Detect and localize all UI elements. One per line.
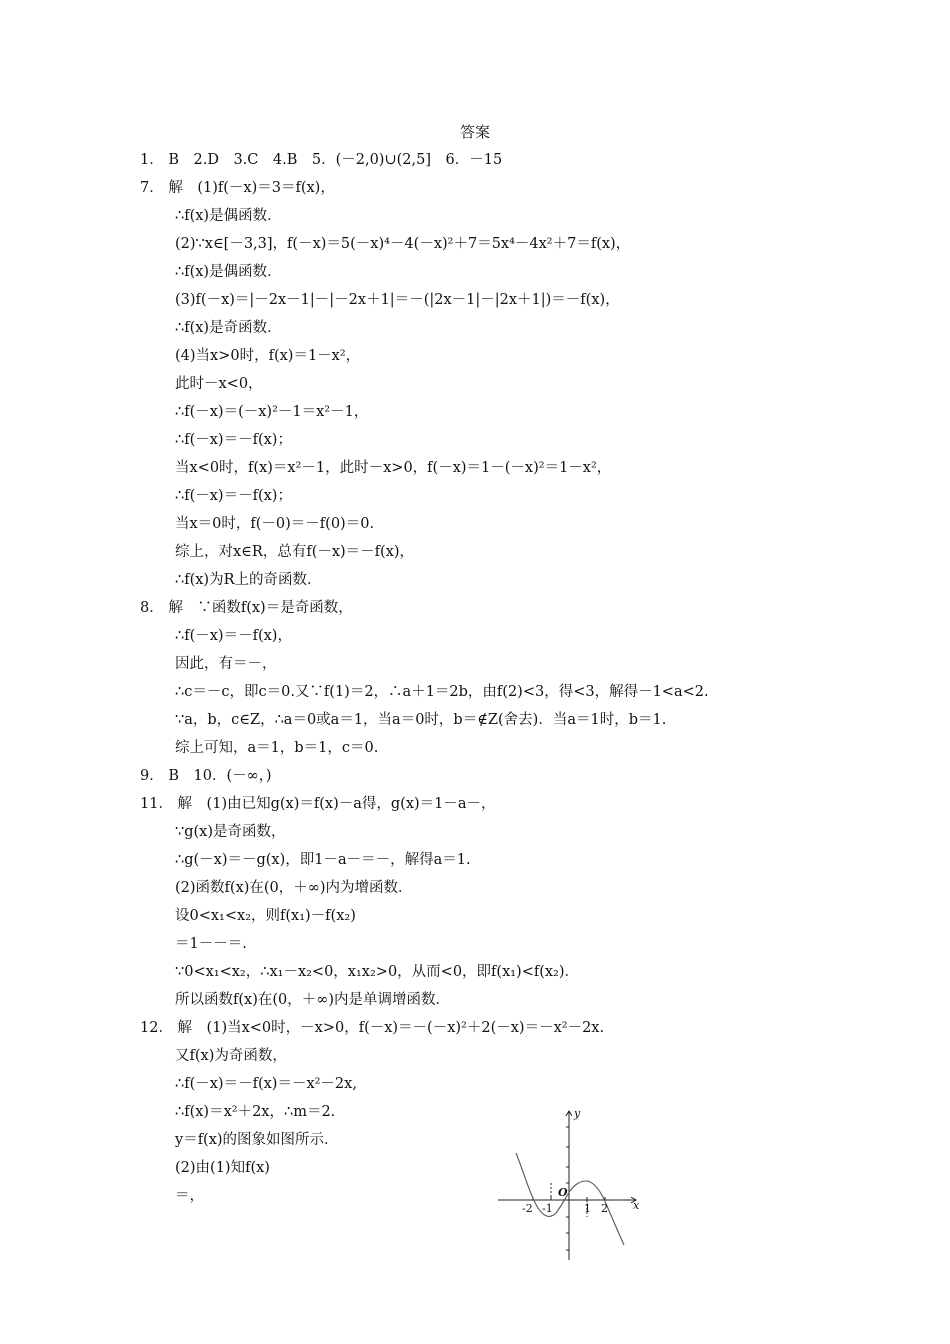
answer-line: ∴f(－x)＝(－x)²－1＝x²－1， xyxy=(175,404,369,420)
answer-line: ∵a，b，c∈Z，∴a＝0或a＝1，当a＝0时，b＝∉Z(舍去)．当a＝1时，b＝1. xyxy=(175,712,667,728)
answer-line: 因此，有＝－， xyxy=(175,656,277,672)
answer-line: (3)f(－x)＝|－2x－1|－|－2x＋1|＝－(|2x－1|－|2x＋1|)＝－f(x)， xyxy=(175,292,620,308)
answer-line: ∴f(x)＝x²＋2x，∴m＝2. xyxy=(175,1104,336,1120)
answer-line: ∴f(－x)＝－f(x)， xyxy=(175,628,292,644)
answer-line: ∴f(x)为R上的奇函数． xyxy=(175,572,322,588)
page-title: 答案 xyxy=(459,123,490,141)
origin-label: O xyxy=(558,1186,568,1199)
answer-line: 设0<x₁<x₂，则f(x₁)－f(x₂) xyxy=(175,908,356,924)
tick-label: 2 xyxy=(601,1202,608,1215)
answer-line: 12． 解 (1)当x<0时，－x>0，f(－x)＝－(－x)²＋2(－x)＝－x²－2x. xyxy=(140,1020,605,1036)
function-graph xyxy=(494,1105,644,1265)
tick-label: 1 xyxy=(584,1202,591,1215)
answer-line: 又f(x)为奇函数， xyxy=(175,1048,287,1064)
answer-line: ∴f(－x)＝－f(x)； xyxy=(175,488,292,504)
answer-line: ∵0<x₁<x₂，∴x₁－x₂<0，x₁x₂>0，从而<0，即f(x₁)<f(x₂)． xyxy=(175,964,580,980)
answer-line: ∴c＝－c，即c＝0.又∵f(1)＝2，∴a＋1＝2b，由f(2)<3，得<3，解得－1<a<2. xyxy=(175,684,709,700)
answer-line: (2)∵x∈[－3,3]，f(－x)＝5(－x)⁴－4(－x)²＋7＝5x⁴－4x²＋7＝f(x)， xyxy=(175,236,631,252)
answer-line: 7． 解 (1)f(－x)＝3＝f(x)， xyxy=(140,180,335,196)
answer-line: ∴f(x)是偶函数． xyxy=(175,208,282,224)
answer-line: 11． 解 (1)由已知g(x)＝f(x)－a得，g(x)＝1－a－， xyxy=(140,796,496,812)
answer-line: ＝1－－＝. xyxy=(175,936,247,952)
y-axis-label: y xyxy=(574,1107,581,1120)
answer-line: y＝f(x)的图象如图所示． xyxy=(175,1132,339,1148)
answer-line: 此时－x<0， xyxy=(175,376,263,392)
answer-line: 1． B 2.D 3.C 4.B 5．(－2,0)∪(2,5] 6．－15 xyxy=(140,152,503,168)
answer-line: ∴f(x)是偶函数． xyxy=(175,264,282,280)
answer-line: 综上可知，a＝1，b＝1，c＝0. xyxy=(175,740,379,756)
answer-line: 9． B 10．(－∞，) xyxy=(140,768,272,784)
answer-line: 综上，对x∈R，总有f(－x)＝－f(x)， xyxy=(175,544,415,560)
answer-line: (4)当x>0时，f(x)＝1－x²， xyxy=(175,348,361,364)
answer-line: 所以函数f(x)在(0，＋∞)内是单调增函数． xyxy=(175,992,450,1008)
answer-line: 当x＝0时，f(－0)＝－f(0)＝0. xyxy=(175,516,375,532)
x-axis-label: x xyxy=(633,1199,640,1212)
answer-line: 8． 解 ∵函数f(x)＝是奇函数， xyxy=(140,600,353,616)
tick-label: -2 xyxy=(522,1202,533,1215)
answer-line: ∴g(－x)＝－g(x)，即1－a－＝－，解得a＝1. xyxy=(175,852,471,868)
answer-line: (2)由(1)知f(x) xyxy=(175,1160,270,1176)
answer-line: ∵g(x)是奇函数， xyxy=(175,824,286,840)
answer-line: ∴f(－x)＝－f(x)＝－x²－2x, xyxy=(175,1076,357,1092)
tick-label: -1 xyxy=(542,1202,553,1215)
answer-line: 当x<0时，f(x)＝x²－1，此时－x>0，f(－x)＝1－(－x)²＝1－x²， xyxy=(175,460,612,476)
answer-line: (2)函数f(x)在(0，＋∞)内为增函数． xyxy=(175,880,413,896)
answer-line: ∴f(－x)＝－f(x)； xyxy=(175,432,292,448)
answer-line: ＝， xyxy=(175,1188,204,1204)
answer-line: ∴f(x)是奇函数． xyxy=(175,320,282,336)
function-curve xyxy=(516,1153,624,1245)
